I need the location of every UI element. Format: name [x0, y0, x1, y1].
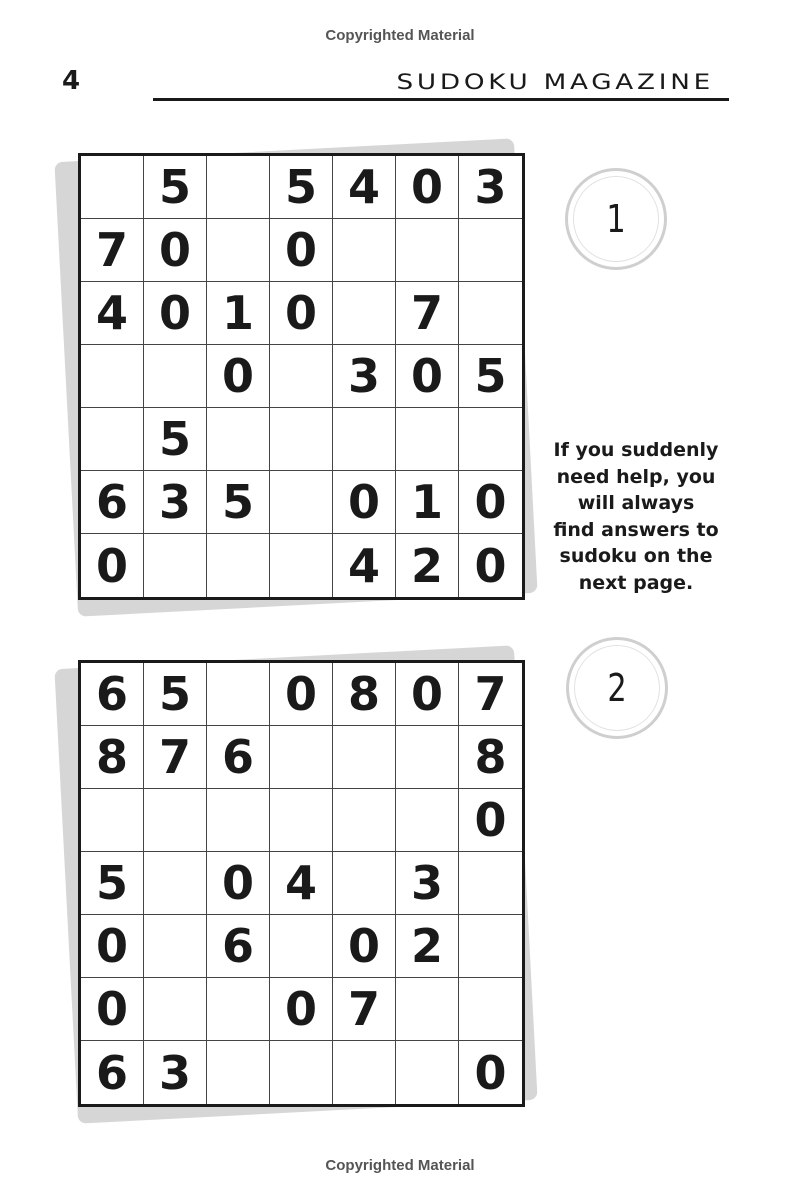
sudoku-cell[interactable]	[396, 726, 459, 789]
sudoku-cell[interactable]: 5	[459, 345, 522, 408]
sudoku-cell[interactable]	[396, 978, 459, 1041]
sudoku-cell[interactable]: 7	[81, 219, 144, 282]
sudoku-cell[interactable]	[396, 408, 459, 471]
sudoku-cell[interactable]	[144, 978, 207, 1041]
sudoku-cell[interactable]: 0	[207, 852, 270, 915]
sudoku-cell[interactable]: 5	[270, 156, 333, 219]
help-line: find answers to	[553, 518, 719, 541]
sudoku-cell[interactable]: 0	[396, 345, 459, 408]
sudoku-cell[interactable]	[333, 852, 396, 915]
puzzle-1-grid	[78, 153, 525, 600]
puzzle-2-number-badge	[566, 637, 668, 739]
sudoku-cell[interactable]: 0	[81, 534, 144, 597]
sudoku-cell[interactable]	[207, 408, 270, 471]
sudoku-cell[interactable]: 0	[396, 663, 459, 726]
sudoku-cell[interactable]: 4	[333, 156, 396, 219]
sudoku-cell[interactable]	[207, 219, 270, 282]
sudoku-cell[interactable]: 8	[81, 726, 144, 789]
sudoku-cell[interactable]: 3	[144, 1041, 207, 1104]
sudoku-cell[interactable]: 6	[207, 915, 270, 978]
copyright-notice-top: Copyrighted Material	[325, 27, 475, 44]
sudoku-cell[interactable]: 0	[144, 219, 207, 282]
sudoku-cell[interactable]: 7	[144, 726, 207, 789]
sudoku-cell[interactable]: 0	[474, 538, 507, 593]
sudoku-cell[interactable]	[81, 789, 144, 852]
sudoku-cell[interactable]: 0	[144, 282, 207, 345]
sudoku-cell[interactable]	[396, 219, 459, 282]
sudoku-cell[interactable]	[144, 345, 207, 408]
sudoku-cell[interactable]: 7	[333, 978, 396, 1041]
sudoku-cell[interactable]: 8	[459, 726, 522, 789]
sudoku-cell[interactable]	[333, 219, 396, 282]
sudoku-cell[interactable]: 5	[144, 156, 207, 219]
sudoku-cell[interactable]	[270, 408, 333, 471]
sudoku-cell[interactable]: 5	[81, 852, 144, 915]
sudoku-cell[interactable]	[459, 408, 522, 471]
sudoku-cell[interactable]: 0	[474, 1045, 507, 1100]
sudoku-cell[interactable]	[144, 534, 207, 597]
sudoku-cell[interactable]	[270, 789, 333, 852]
sudoku-cell[interactable]: 2	[396, 534, 459, 597]
help-line: If you suddenly	[553, 439, 719, 461]
sudoku-cell[interactable]	[144, 915, 207, 978]
sudoku-cell[interactable]: 5	[144, 663, 207, 726]
sudoku-cell[interactable]	[207, 663, 270, 726]
sudoku-cell[interactable]: 1	[396, 471, 459, 534]
sudoku-cell[interactable]	[207, 978, 270, 1041]
sudoku-cell[interactable]	[81, 156, 144, 219]
puzzle-2-number: 2	[607, 666, 627, 710]
puzzle-1-number-badge	[565, 168, 667, 270]
sudoku-cell[interactable]	[459, 852, 522, 915]
header-divider	[153, 98, 729, 101]
sudoku-cell[interactable]: 0	[270, 978, 333, 1041]
sudoku-cell[interactable]: 1	[207, 282, 270, 345]
sudoku-cell[interactable]	[81, 345, 144, 408]
sudoku-cell[interactable]	[207, 156, 270, 219]
sudoku-cell[interactable]	[270, 726, 333, 789]
sudoku-cell[interactable]	[459, 915, 522, 978]
sudoku-cell[interactable]	[270, 915, 333, 978]
puzzle-2-grid	[78, 660, 525, 1107]
sudoku-cell[interactable]	[333, 1041, 396, 1104]
sudoku-cell[interactable]: 8	[333, 663, 396, 726]
sudoku-cell[interactable]: 0	[333, 471, 396, 534]
sudoku-cell[interactable]: 5	[144, 408, 207, 471]
sudoku-cell[interactable]: 6	[207, 726, 270, 789]
sudoku-cell[interactable]: 0	[270, 219, 333, 282]
sudoku-cell[interactable]: 3	[333, 345, 396, 408]
sudoku-cell[interactable]: 4	[333, 534, 396, 597]
sudoku-cell[interactable]	[396, 789, 459, 852]
sudoku-cell[interactable]	[270, 471, 333, 534]
sudoku-cell[interactable]	[207, 1041, 270, 1104]
sudoku-cell[interactable]	[270, 534, 333, 597]
sudoku-cell[interactable]	[207, 789, 270, 852]
page-number: 4	[62, 66, 81, 96]
sudoku-cell[interactable]: 0	[459, 789, 522, 852]
sudoku-cell[interactable]: 3	[396, 852, 459, 915]
help-line: next page.	[578, 571, 694, 594]
sudoku-cell[interactable]: 0	[81, 978, 144, 1041]
sudoku-cell[interactable]	[270, 1041, 333, 1104]
help-line: need help, you	[556, 465, 716, 488]
sudoku-cell[interactable]: 4	[270, 852, 333, 915]
sudoku-cell[interactable]	[333, 282, 396, 345]
sudoku-cell[interactable]	[207, 534, 270, 597]
sudoku-cell[interactable]	[459, 282, 522, 345]
sudoku-cell[interactable]: 0	[81, 915, 144, 978]
sudoku-cell[interactable]: 4	[81, 282, 144, 345]
sudoku-cell[interactable]: 7	[459, 663, 522, 726]
sudoku-cell[interactable]: 5	[207, 471, 270, 534]
sudoku-cell[interactable]: 0	[207, 345, 270, 408]
sudoku-cell[interactable]	[270, 345, 333, 408]
sudoku-cell[interactable]: 6	[81, 1041, 144, 1104]
help-note	[545, 437, 727, 596]
puzzle-1-number: 1	[606, 197, 626, 241]
sudoku-cell[interactable]: 2	[396, 915, 459, 978]
help-line: sudoku on the	[559, 545, 713, 567]
sudoku-cell[interactable]: 7	[396, 282, 459, 345]
sudoku-cell[interactable]: 0	[459, 471, 522, 534]
magazine-title: SUDOKU MAGAZINE	[396, 70, 714, 94]
sudoku-cell[interactable]: 0	[270, 663, 333, 726]
sudoku-cell[interactable]: 0	[396, 156, 459, 219]
sudoku-cell[interactable]: 3	[459, 156, 522, 219]
sudoku-cell[interactable]	[333, 789, 396, 852]
sudoku-cell[interactable]: 6	[81, 471, 144, 534]
sudoku-cell[interactable]: 3	[144, 471, 207, 534]
sudoku-cell[interactable]: 0	[333, 915, 396, 978]
sudoku-cell[interactable]	[333, 408, 396, 471]
sudoku-cell[interactable]	[81, 408, 144, 471]
copyright-notice-bottom: Copyrighted Material	[325, 1157, 475, 1174]
help-line: will always	[577, 492, 695, 514]
sudoku-cell[interactable]: 6	[81, 663, 144, 726]
sudoku-cell[interactable]	[459, 978, 522, 1041]
sudoku-cell[interactable]	[333, 726, 396, 789]
sudoku-cell[interactable]	[459, 219, 522, 282]
sudoku-cell[interactable]	[144, 789, 207, 852]
sudoku-cell[interactable]	[144, 852, 207, 915]
sudoku-cell[interactable]: 0	[270, 282, 333, 345]
sudoku-cell[interactable]	[396, 1041, 459, 1104]
